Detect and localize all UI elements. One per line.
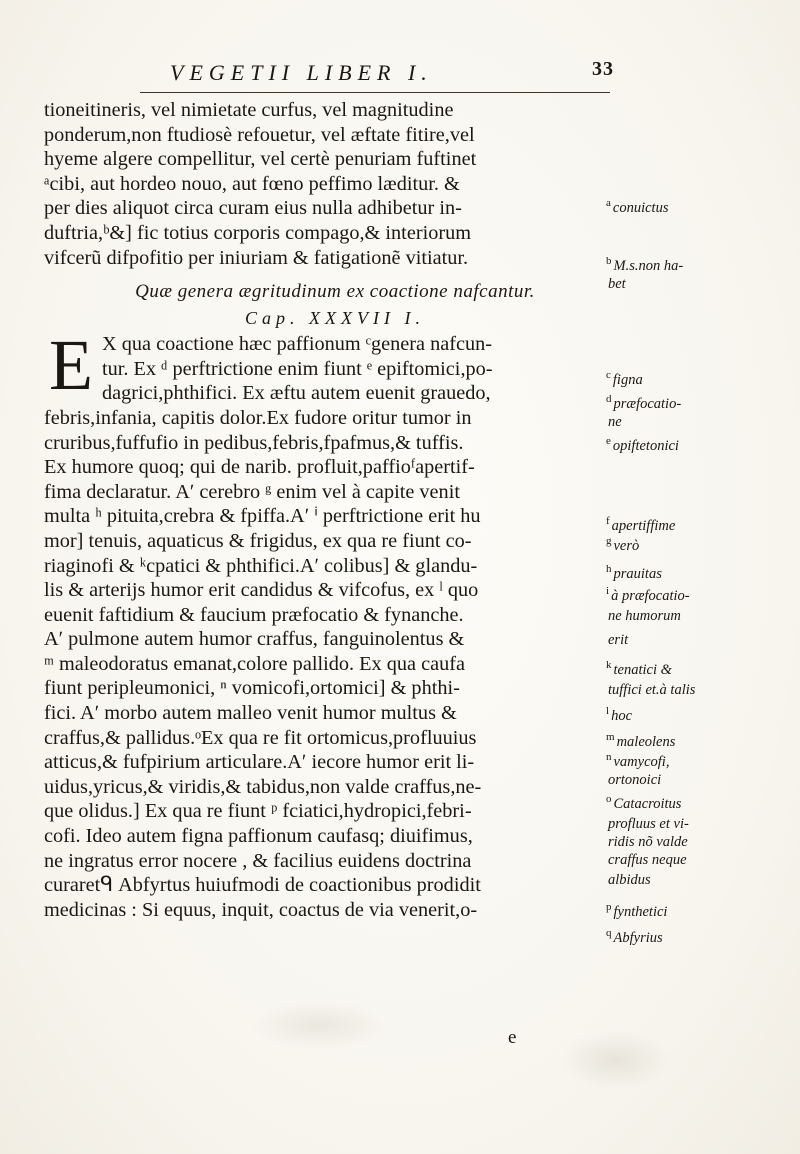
text-line: lis & arterijs humor erit candidus & vifcofus, ex ˡ quo xyxy=(44,579,479,602)
margin-note xyxy=(606,532,639,555)
note-marker: k xyxy=(606,659,612,671)
paper-stain xyxy=(560,1030,670,1090)
text-line: Aʹ pulmone autem humor craffus, fanguinolentus & xyxy=(44,628,465,651)
chapter-heading xyxy=(44,270,626,332)
text-line: vifcerũ difpofitio per iniuriam & fatigationẽ vitiatur. xyxy=(44,246,469,269)
note-marker: q xyxy=(606,927,612,939)
margin-note xyxy=(606,898,667,921)
text-line: medicinas : Si equus, inquit, coactus de via venerit,o- xyxy=(44,898,478,921)
note-text: M.s.non ha- xyxy=(613,257,684,274)
note-text: Abfyrius xyxy=(613,929,663,946)
text-line: craffus,& pallidus.ᵒEx qua re fit ortomicus,profluuius xyxy=(44,726,477,749)
note-marker: b xyxy=(606,255,612,267)
note-marker: d xyxy=(606,393,612,405)
text-line: X qua coactione hæc paffionum ᶜgenera nafcun- xyxy=(102,333,492,356)
text-line: curaretᑫ Abfyrtus huiufmodi de coactionibus prodidit xyxy=(44,874,481,897)
note-text: ne humorum xyxy=(608,607,681,624)
note-text: erit xyxy=(608,631,629,648)
margin-note xyxy=(606,924,663,947)
running-title: VEGETII LIBER I. xyxy=(170,60,433,85)
text-line: per dies aliquot circa curam eius nulla adhibetur in- xyxy=(44,197,462,220)
text-line: ne ingratus error nocere , & facilius euidens doctrina xyxy=(44,849,472,872)
margin-note xyxy=(606,702,632,725)
text-line: tioneitineris, vel nimietate curfus, vel magnitudine xyxy=(44,99,454,121)
chapter-title: Quæ genera ægritudinum ex coactione nafcantur. xyxy=(135,281,535,303)
note-marker: n xyxy=(606,751,612,763)
note-marker: i xyxy=(606,585,610,597)
note-text: ridis nõ valde xyxy=(608,833,688,850)
drop-capital: E xyxy=(49,325,93,406)
text-line: riaginofi & ᵏcpatici & phthifici.Aʹ colibus] & glandu- xyxy=(44,554,478,577)
text-line: mor] tenuis, aquaticus & frigidus, ex qua re fiunt co- xyxy=(44,529,472,552)
chapter-number: Cap. XXXVII I. xyxy=(245,308,425,329)
paragraph-continuation xyxy=(44,98,626,270)
text-line: uidus,yricus,& viridis,& tabidus,non valde craffus,ne- xyxy=(44,775,482,798)
note-marker: o xyxy=(606,793,612,805)
note-marker: l xyxy=(606,705,610,717)
note-text: conuictus xyxy=(612,199,669,216)
note-marker: e xyxy=(606,435,611,447)
text-line: cofi. Ideo autem figna paffionum caufasq; diuifimus, xyxy=(44,825,473,848)
running-header xyxy=(140,58,614,93)
text-line: dagrici,phthifici. Ex æftu autem euenit grauedo, xyxy=(102,382,491,405)
text-line: euenit faftidium & faucium præfocatio & fynanche. xyxy=(44,603,464,626)
note-text: fynthetici xyxy=(613,903,668,920)
text-line: febris,infania, capitis dolor.Ex fudore oritur tumor in xyxy=(44,406,472,429)
text-line: que olidus.] Ex qua re fiunt ᵖ fciatici,hydropici,febri- xyxy=(44,800,472,823)
note-marker: p xyxy=(606,901,612,913)
note-text: à præfocatio- xyxy=(611,587,690,604)
margin-note xyxy=(606,560,662,583)
note-text: bet xyxy=(608,275,626,292)
note-text: hoc xyxy=(611,707,632,724)
note-marker: m xyxy=(606,731,615,743)
text-line: atticus,& fufpirium articulare.Aʹ iecore humor erit li- xyxy=(44,751,475,774)
margin-note xyxy=(606,866,651,889)
note-text: figna xyxy=(612,371,643,388)
note-text: profluus et vi- xyxy=(608,815,689,832)
text-line: fima declaratur. Aʹ cerebro ᵍ enim vel à capite venit xyxy=(44,480,460,503)
note-text: Catacroitus xyxy=(613,795,682,812)
text-line: multa ʰ pituita,crebra & fpiffa.Aʹ ⁱ perftrictione erit hu xyxy=(44,505,481,528)
note-marker: c xyxy=(606,369,611,381)
note-text: ortonoici xyxy=(608,771,662,788)
note-text: tuffici et.à talis xyxy=(608,681,696,698)
note-text: vamycofi, xyxy=(613,753,670,770)
note-text: albidus xyxy=(608,871,651,888)
margin-note xyxy=(606,626,628,649)
text-line: duftria,ᵇ&] fic totius corporis compago,& interiorum xyxy=(44,221,472,244)
text-line: tur. Ex ᵈ perftrictione enim fiunt ᵉ epiftomici,po- xyxy=(102,357,493,380)
text-line: cruribus,fuffufio in pedibus,febris,fpafmus,& tuffis. xyxy=(44,431,464,454)
paper-stain xyxy=(250,1000,390,1050)
note-marker: a xyxy=(606,197,611,209)
note-text: opiftetonici xyxy=(612,437,679,454)
note-marker: g xyxy=(606,535,612,547)
text-line: ᵃcibi, aut hordeo nouo, aut fœno peffimo læditur. & xyxy=(44,172,460,195)
margin-note xyxy=(606,270,626,293)
note-text: apertiffime xyxy=(611,517,676,534)
text-line: fici. Aʹ morbo autem malleo venit humor multus & xyxy=(44,702,457,725)
margin-note xyxy=(606,676,695,699)
margin-note xyxy=(606,766,661,789)
text-line: ᵐ maleodoratus emanat,colore pallido. Ex qua caufa xyxy=(44,652,466,675)
note-text: maleolens xyxy=(616,733,676,750)
note-text: præfocatio- xyxy=(613,395,682,412)
text-line: fiunt peripleumonici, ⁿ vomicofi,ortomici] & phthi- xyxy=(44,677,460,700)
note-marker: h xyxy=(606,563,612,575)
page-number: 33 xyxy=(592,58,614,80)
note-text: tenatici & xyxy=(613,661,672,678)
margin-note xyxy=(606,194,668,217)
note-text: prauitas xyxy=(613,565,662,582)
note-text: verò xyxy=(613,537,640,554)
note-marker: f xyxy=(606,515,610,527)
catchword: e xyxy=(508,1027,517,1048)
margin-note xyxy=(606,432,679,455)
margin-note xyxy=(606,408,622,431)
margin-note xyxy=(606,366,643,389)
text-line: ponderum,non ftudiosè refouetur, vel æftate fitire,vel xyxy=(44,123,475,146)
text-line: hyeme algere compellitur, vel certè penuriam fuftinet xyxy=(44,148,477,171)
note-text: ne xyxy=(608,413,622,430)
text-line: Ex humore quoq; qui de narib. profluit,paffioᶠapertif- xyxy=(44,456,475,479)
note-text: craffus neque xyxy=(608,851,687,868)
margin-note xyxy=(606,602,681,625)
